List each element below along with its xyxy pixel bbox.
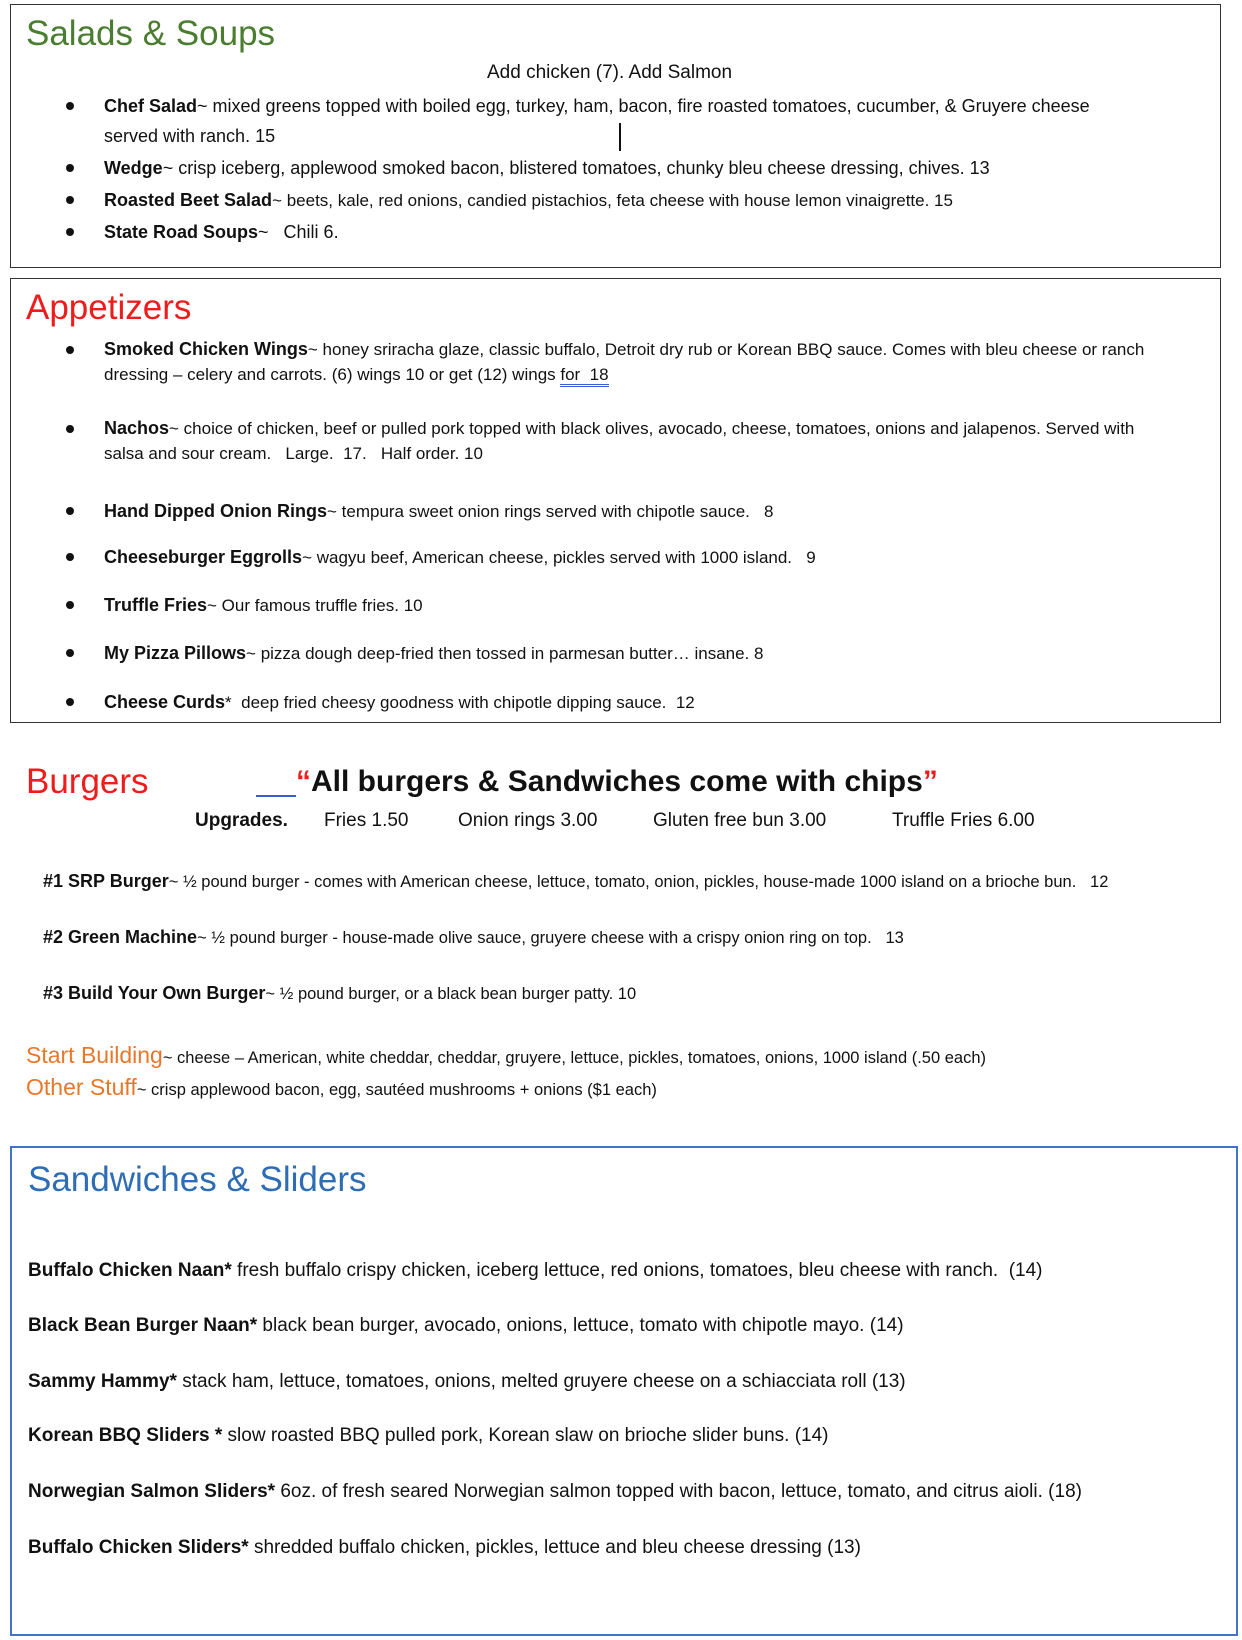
text-cursor [619, 123, 621, 151]
menu-item-build-your-own [43, 983, 636, 1004]
item-desc: * deep fried cheesy goodness with chipotle dipping sauce. 12 [225, 693, 695, 712]
item-desc: ~ beets, kale, red onions, candied pistachios, feta cheese with house lemon vinaigrette. 15 [272, 191, 953, 210]
upgrades-row [195, 810, 1035, 832]
burgers-tagline [256, 765, 938, 799]
upgrade-option: Fries 1.50 [324, 810, 409, 831]
menu-item-pizza-pillows [104, 638, 763, 669]
upgrade-option: Truffle Fries 6.00 [892, 810, 1035, 831]
for-18-link[interactable]: for 18 [560, 365, 608, 387]
item-desc: ~ honey sriracha glaze, classic buffalo, Detroit dry rub or Korean BBQ sauce. Comes with bleu cheese or ranch [307, 340, 1145, 359]
item-name: Black Bean Burger Naan* [28, 1315, 258, 1336]
menu-item-onion-rings [104, 496, 774, 527]
item-desc-cont: salsa and sour cream. Large. 17. Half order. 10 [104, 444, 483, 463]
menu-item-wedge [104, 153, 990, 183]
item-desc: ~ tempura sweet onion rings served with chipotle sauce. 8 [327, 502, 774, 521]
bullet [66, 228, 74, 236]
item-name: Cheeseburger Eggrolls [104, 547, 303, 567]
start-building-desc: ~ cheese – American, white cheddar, cheddar, gruyere, lettuce, pickles, tomatoes, onions, 1000 island (.50 each) [162, 1049, 987, 1067]
item-desc: ~ wagyu beef, American cheese, pickles served with 1000 island. 9 [302, 548, 816, 567]
item-desc-cont: dressing – celery and carrots. (6) wings 10 or get (12) wings [104, 365, 561, 384]
item-desc: ~ ½ pound burger - comes with American cheese, lettuce, tomato, onion, pickles, house-made 1000 island on a brioche bun. 12 [168, 873, 1109, 891]
upgrade-option: Onion rings 3.00 [458, 810, 598, 831]
item-name: Roasted Beet Salad [104, 190, 273, 210]
tagline-open-quote: “ [296, 765, 311, 798]
item-desc-cont: served with ranch. 15 [104, 126, 276, 146]
item-desc: ~ ½ pound burger, or a black bean burger patty. 10 [265, 985, 637, 1003]
item-name: Wedge [104, 158, 163, 178]
menu-item-cheeseburger-eggrolls [104, 542, 816, 573]
item-name: Norwegian Salmon Sliders* [28, 1481, 276, 1502]
bullet [66, 601, 74, 609]
item-name: Chef Salad [104, 96, 198, 116]
salads-addons: Add chicken (7). Add Salmon [487, 62, 733, 83]
bullet [66, 649, 74, 657]
item-name: Hand Dipped Onion Rings [104, 501, 327, 521]
upgrades-label: Upgrades. [195, 810, 288, 831]
item-desc: ~ pizza dough deep-fried then tossed in parmesan butter… insane. 8 [246, 644, 764, 663]
item-name: Korean BBQ Sliders * [28, 1425, 223, 1446]
item-name: Cheese Curds [104, 692, 226, 712]
start-building-row [26, 1042, 986, 1069]
tagline-underscore [256, 765, 296, 797]
item-name: My Pizza Pillows [104, 643, 247, 663]
bullet [66, 425, 74, 433]
salads-heading: Salads & Soups [26, 14, 276, 53]
item-desc: stack ham, lettuce, tomatoes, onions, melted gruyere cheese on a schiacciata roll (13) [176, 1371, 906, 1392]
item-name: #3 Build Your Own Burger [43, 983, 266, 1003]
item-desc: ~ choice of chicken, beef or pulled pork topped with black olives, avocado, cheese, tomatoes, onions and jalapenos. Served with [169, 419, 1135, 438]
bullet [66, 346, 74, 354]
menu-item-truffle-fries [104, 590, 423, 621]
item-name: #1 SRP Burger [43, 871, 169, 891]
item-name: Nachos [104, 418, 170, 438]
menu-item-cheese-curds [104, 687, 695, 718]
item-desc: ~ Chili 6. [258, 222, 339, 242]
start-building-label: Start Building [26, 1042, 163, 1068]
menu-item-sammy-hammy [28, 1371, 906, 1393]
other-stuff-row [26, 1074, 657, 1101]
item-desc: fresh buffalo crispy chicken, iceberg lettuce, red onions, tomatoes, bleu cheese with ranch. (14) [231, 1260, 1043, 1281]
menu-item-green-machine [43, 927, 904, 948]
burgers-heading: Burgers [26, 762, 149, 801]
tagline-close-quote: ” [922, 765, 938, 798]
item-desc: slow roasted BBQ pulled pork, Korean slaw on brioche slider buns. (14) [222, 1425, 829, 1446]
item-desc: ~ mixed greens topped with boiled egg, turkey, ham, bacon, fire roasted tomatoes, cucumber, & Gruyere cheese [197, 96, 1090, 116]
menu-item-korean-bbq-sliders [28, 1425, 828, 1447]
sandwiches-heading: Sandwiches & Sliders [28, 1160, 367, 1199]
menu-item-smoked-chicken-wings [104, 337, 1214, 387]
item-desc: ~ ½ pound burger - house-made olive sauce, gruyere cheese with a crispy onion ring on top. 13 [197, 929, 904, 947]
item-name: Sammy Hammy* [28, 1371, 177, 1392]
item-name: Buffalo Chicken Sliders* [28, 1537, 249, 1558]
menu-item-nachos [104, 416, 1214, 466]
tagline-text: All burgers & Sandwiches come with chips [311, 765, 923, 798]
bullet [66, 553, 74, 561]
menu-item-srp-burger [43, 871, 1108, 892]
menu-item-chef-salad [104, 91, 1214, 151]
item-desc: black bean burger, avocado, onions, lettuce, tomato with chipotle mayo. (14) [257, 1315, 904, 1336]
menu-item-buffalo-chicken-sliders [28, 1537, 861, 1559]
menu-item-buffalo-chicken-naan [28, 1260, 1043, 1282]
menu-item-state-road-soups [104, 217, 339, 247]
item-name: State Road Soups [104, 222, 259, 242]
item-desc: shredded buffalo chicken, pickles, lettuce and bleu cheese dressing (13) [248, 1537, 861, 1558]
bullet [66, 164, 74, 172]
menu-item-black-bean-burger-naan [28, 1315, 904, 1337]
bullet [66, 196, 74, 204]
upgrade-option: Gluten free bun 3.00 [653, 810, 827, 831]
appetizers-heading: Appetizers [26, 288, 192, 327]
item-name: Buffalo Chicken Naan* [28, 1260, 232, 1281]
bullet [66, 698, 74, 706]
item-name: Truffle Fries [104, 595, 208, 615]
bullet [66, 507, 74, 515]
item-name: Smoked Chicken Wings [104, 339, 308, 359]
item-name: #2 Green Machine [43, 927, 198, 947]
bullet [66, 102, 74, 110]
menu-item-roasted-beet-salad [104, 185, 953, 216]
item-desc: 6oz. of fresh seared Norwegian salmon topped with bacon, lettuce, tomato, and citrus aioli. (18) [275, 1481, 1082, 1502]
item-desc: ~ Our famous truffle fries. 10 [207, 596, 423, 615]
item-desc: ~ crisp iceberg, applewood smoked bacon, blistered tomatoes, chunky bleu cheese dressing, chives. 13 [162, 158, 990, 178]
other-stuff-label: Other Stuff [26, 1074, 137, 1100]
menu-item-norwegian-salmon-sliders [28, 1481, 1082, 1503]
other-stuff-desc: ~ crisp applewood bacon, egg, sautéed mushrooms + onions ($1 each) [136, 1081, 657, 1099]
